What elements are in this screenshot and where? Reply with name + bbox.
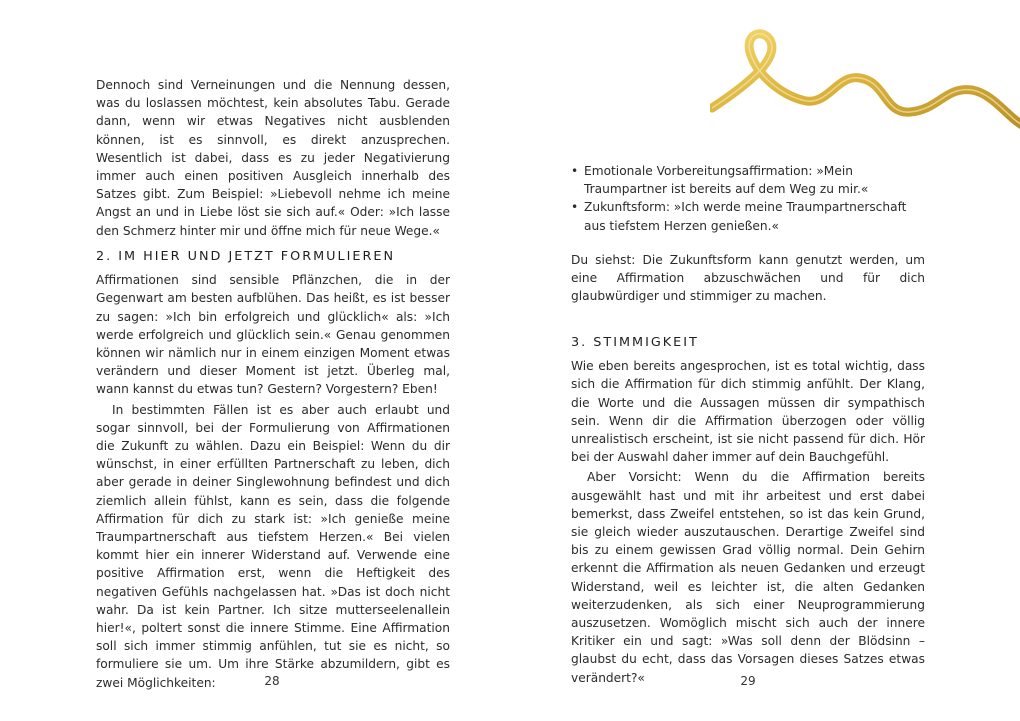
left-paragraph-2: Affirmationen sind sensible Pflänzchen, die in der Gegenwart am besten aufblühen. Das heißt, es ist besser zu sagen: »Ich bin erfolgreich und glücklich« als: »Ich werde erfolgreich und glücklich sein.« Genau genommen können wir nämlich nur in einem einzigen Moment etwas verändern und dieser Moment ist jetzt. Überleg mal, wann kannst du etwas tun? Gestern? Vorgestern? Eben! xyxy=(96,273,450,397)
right-paragraph-2: Wie eben bereits angesprochen, ist es total wichtig, dass sich die Affirmation für dich stimmig anfühlt. Der Klang, die Worte und die Aussagen müssen dir sympathisch sein. Wenn dir die Affirmation überzogen oder völlig unrealistisch erscheint, ist sie nicht passend für dich. Hör bei der Auswahl daher immer auf dein Bauchgefühl. xyxy=(571,359,925,465)
page-number-right: 29 xyxy=(740,674,756,688)
section-heading-3: 3. STIMMIGKEIT xyxy=(571,335,699,350)
bullet-list xyxy=(571,162,925,235)
right-paragraph-1: Du siehst: Die Zukunftsform kann genutzt werden, um eine Affirmation abzuschwächen und für dich glaubwürdiger und stimmiger zu machen. xyxy=(571,252,925,304)
list-item: • Zukunftsform: »Ich werde meine Traumpartnerschaft aus tiefstem Herzen genießen.« xyxy=(571,198,925,234)
right-text-column xyxy=(571,162,925,305)
page-number-left: 28 xyxy=(264,674,280,688)
list-item: • Emotionale Vorbereitungsaffirmation: »Mein Traumpartner ist bereits auf dem Weg zu mir.« xyxy=(571,162,925,198)
right-paragraph-3: Aber Vorsicht: Wenn du die Affirmation bereits ausgewählt hast und mit ihr arbeitest und erst dabei bemerkst, dass Zweifel entstehen, so ist das kein Grund, sie gleich wieder auszutauschen. Derartige Zweifel sind bis zu einem gewissen Grad völlig normal. Dein Gehirn erkennt die Affirmation als neuen Gedanken und erzeugt Widerstand, weil es leichter ist, die alten Gedanken weiterzudenken, als sich einer Neuprogrammierung auszusetzen. Womöglich mischt sich auch der innere Kritiker ein und sagt: »Was soll denn der Blödsinn – glaubst du echt, dass das Vorsagen dieses Satzes etwas verändert?« xyxy=(571,470,925,685)
right-section-column xyxy=(571,334,925,687)
left-section-column xyxy=(96,248,450,692)
section-heading-2: 2. IM HIER UND JETZT FORMULIEREN xyxy=(96,249,396,264)
left-text-column xyxy=(96,76,450,240)
left-paragraph-1: Dennoch sind Verneinungen und die Nennung dessen, was du loslassen möchtest, kein absolutes Tabu. Gerade dann, wenn wir etwas Negatives nicht ausblenden können, ist es sinnvoll, es direkt anzusprechen. Wesentlich ist dabei, dass es zu jeder Negativierung immer auch einen positiven Ausgleich innerhalb des Satzes gibt. Zum Beispiel: »Liebevoll nehme ich meine Angst an und in Liebe löst sie sich auf.« Oder: »Ich lasse den Schmerz hinter mir und öffne mich für neue Wege.« xyxy=(96,78,450,238)
left-paragraph-3: In bestimmten Fällen ist es aber auch erlaubt und sogar sinnvoll, bei der Formulierung von Affirmationen die Zukunft zu wählen. Dazu ein Beispiel: Wenn du dir wünschst, in einer erfüllten Partnerschaft zu leben, dich aber gerade in deiner Singlewohnung befindest und dich ziemlich allein fühlst, kann es sein, dass die folgende Affirmation für dich zu stark ist: »Ich genieße meine Traumpartnerschaft aus tiefstem Herzen.« Bei vielen kommt hier ein innerer Widerstand auf. Verwende eine positive Affirmation erst, wenn die Heftigkeit des negativen Gefühls nachgelassen hat. »Das ist doch nicht wahr. Da ist kein Partner. Ich sitze mutterseelenallein hier!«, poltert sonst die innere Stimme. Eine Affirmation soll sich immer stimmig anfühlen, tut sie es nicht, so formuliere sie um. Um ihre Stärke abzumildern, gibt es zwei Möglichkeiten: xyxy=(96,402,450,690)
gold-ribbon-icon xyxy=(710,28,1020,140)
right-page xyxy=(510,0,1020,721)
